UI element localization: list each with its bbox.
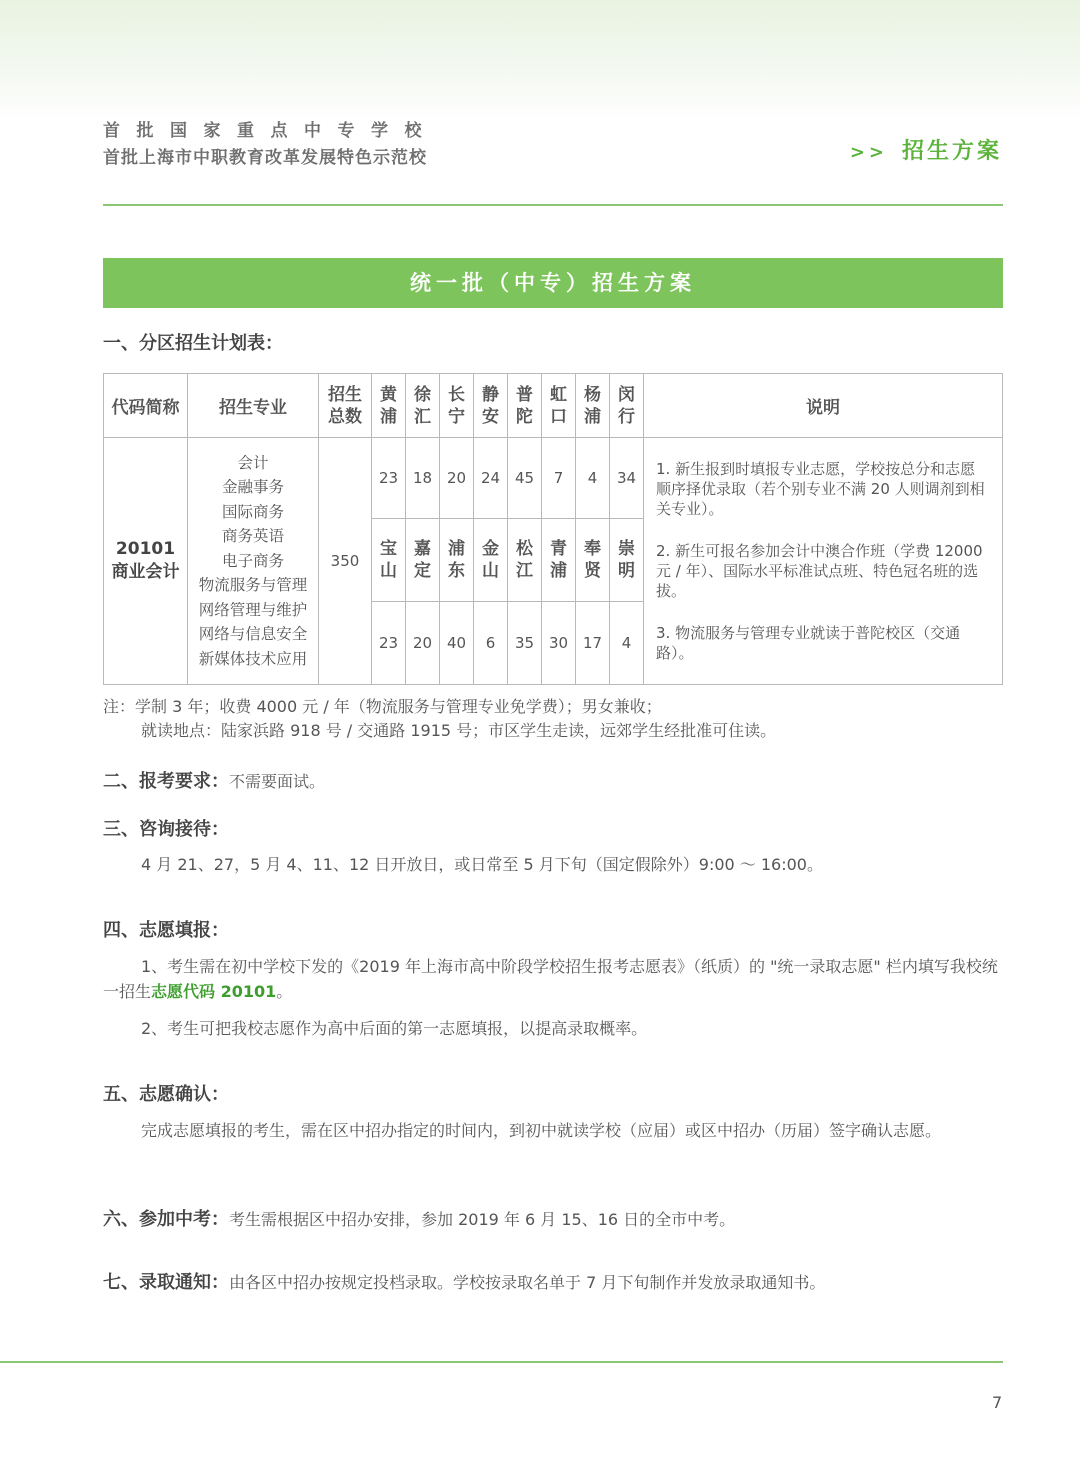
district-value: 35: [508, 602, 542, 685]
district-value: 4: [610, 602, 644, 685]
school-titles: [103, 118, 438, 172]
header-major: 招生专业: [188, 374, 319, 438]
section-heading-4: 四、志愿填报：: [103, 920, 229, 941]
notes-cell: [644, 438, 1003, 685]
major-item: 商务英语: [221, 527, 284, 546]
banner-title: 统一批（中专）招生方案: [103, 258, 1003, 308]
district-header: 静 安: [474, 374, 508, 438]
major-item: 会计: [237, 453, 269, 472]
table-note-line1: 注：学制 3 年；收费 4000 元 / 年（物流服务与管理专业免学费）；男女兼收；: [103, 697, 662, 716]
double-chevron-icon: >>: [849, 142, 888, 163]
major-item: 电子商务: [221, 551, 284, 570]
table-header-row: [104, 374, 1003, 438]
major-item: 物流服务与管理: [198, 576, 308, 595]
header-total: [319, 374, 372, 438]
section-heading-5: 五、志愿确认：: [103, 1084, 229, 1105]
major-item: 新媒体技术应用: [198, 649, 308, 668]
header-background: [0, 0, 1080, 120]
district-value: 24: [474, 438, 508, 519]
header-total-line1: 招生: [328, 384, 362, 405]
section-2: [103, 767, 325, 793]
program-code-cell: [104, 438, 188, 685]
district-header: 松 江: [508, 519, 542, 602]
header-notes: 说明: [644, 374, 1003, 438]
section-tag: [850, 134, 1002, 165]
section-heading-3: 三、咨询接待：: [103, 819, 229, 840]
district-value: 40: [440, 602, 474, 685]
district-header: 虹 口: [542, 374, 576, 438]
note-item: 2. 新生可报名参加会计中澳合作班（学费 12000 元 / 年）、国际水平标准试点班、特色冠名班的选拔。: [656, 542, 983, 600]
district-value: 7: [542, 438, 576, 519]
note-item: 3. 物流服务与管理专业就读于普陀校区（交通路）。: [656, 624, 961, 662]
section-4-para-1-end: 。: [276, 982, 293, 1001]
district-value: 4: [576, 438, 610, 519]
district-header: 浦 东: [440, 519, 474, 602]
header-total-line2: 总数: [328, 406, 362, 427]
section-heading-2: 二、报考要求：: [103, 771, 229, 792]
page-number: 7: [992, 1393, 1003, 1412]
district-value: 30: [542, 602, 576, 685]
district-value: 20: [406, 602, 440, 685]
major-item: 国际商务: [221, 502, 284, 521]
enrollment-plan-table: [103, 373, 1003, 685]
major-item: 网络与信息安全: [198, 625, 308, 644]
district-header: 普 陀: [508, 374, 542, 438]
district-header: 崇 明: [610, 519, 644, 602]
district-value: 6: [474, 602, 508, 685]
volunteer-code-highlight: 志愿代码 20101: [151, 982, 277, 1001]
district-value: 23: [372, 438, 406, 519]
footer-divider: [0, 1361, 1003, 1363]
section-6: [103, 1205, 735, 1231]
district-value: 20: [440, 438, 474, 519]
section-heading-1: 一、分区招生计划表：: [103, 333, 283, 354]
district-header: 杨 浦: [576, 374, 610, 438]
major-item: 金融事务: [221, 478, 284, 497]
school-title-line1: 首批国家重点中专学校: [103, 121, 438, 141]
district-value: 17: [576, 602, 610, 685]
section-4-para-1: [103, 954, 1008, 1004]
district-header: 长 宁: [440, 374, 474, 438]
section-heading-6: 六、参加中考：: [103, 1209, 229, 1230]
section-tag-title: 招生方案: [901, 139, 1002, 164]
program-code: 20101: [115, 539, 176, 559]
district-header: 黄 浦: [372, 374, 406, 438]
program-name: 商业会计: [111, 562, 180, 582]
district-value: 18: [406, 438, 440, 519]
total-value: 350: [319, 438, 372, 685]
district-value: 45: [508, 438, 542, 519]
district-header: 青 浦: [542, 519, 576, 602]
table-row: [104, 438, 1003, 519]
note-item: 1. 新生报到时填报专业志愿，学校按总分和志愿顺序择优录取（若个别专业不满 20 人则调剂到相关专业）。: [656, 460, 985, 518]
section-heading-7: 七、录取通知：: [103, 1272, 229, 1293]
section-4-para-1-text: 1、考生需在初中学校下发的《2019 年上海市高中阶段学校招生报考志愿表》（纸质）的 "统一录取志愿" 栏内填写我校统一招生: [103, 957, 998, 1001]
section-7-text: 由各区中招办按规定投档录取。学校按录取名单于 7 月下旬制作并发放录取通知书。: [229, 1273, 826, 1292]
district-header: 宝 山: [372, 519, 406, 602]
district-header: 嘉 定: [406, 519, 440, 602]
header-divider: [103, 204, 1003, 206]
district-value: 23: [372, 602, 406, 685]
section-4-para-2: 2、考生可把我校志愿作为高中后面的第一志愿填报，以提高录取概率。: [141, 1019, 648, 1038]
section-5-text: 完成志愿填报的考生，需在区中招办指定的时间内，到初中就读学校（应届）或区中招办（历届）签字确认志愿。: [141, 1121, 942, 1140]
section-6-text: 考生需根据区中招办安排，参加 2019 年 6 月 15、16 日的全市中考。: [229, 1210, 736, 1229]
table-note-line2: 就读地点：陆家浜路 918 号 / 交通路 1915 号；市区学生走读，远郊学生经批准可住读。: [141, 721, 777, 740]
section-2-text: 不需要面试。: [229, 772, 326, 791]
district-header: 奉 贤: [576, 519, 610, 602]
district-value: 34: [610, 438, 644, 519]
majors-cell: [188, 438, 319, 685]
major-item: 网络管理与维护: [198, 600, 308, 619]
district-header: 徐 汇: [406, 374, 440, 438]
section-3-text: 4 月 21、27，5 月 4、11、12 日开放日，或日常至 5 月下旬（国定假除外）9:00 ～ 16:00。: [141, 855, 823, 874]
district-header: 金 山: [474, 519, 508, 602]
section-7: [103, 1268, 825, 1294]
district-header: 闵 行: [610, 374, 644, 438]
header-code: 代码简称: [104, 374, 188, 438]
school-title-line2: 首批上海市中职教育改革发展特色示范校: [103, 148, 427, 168]
